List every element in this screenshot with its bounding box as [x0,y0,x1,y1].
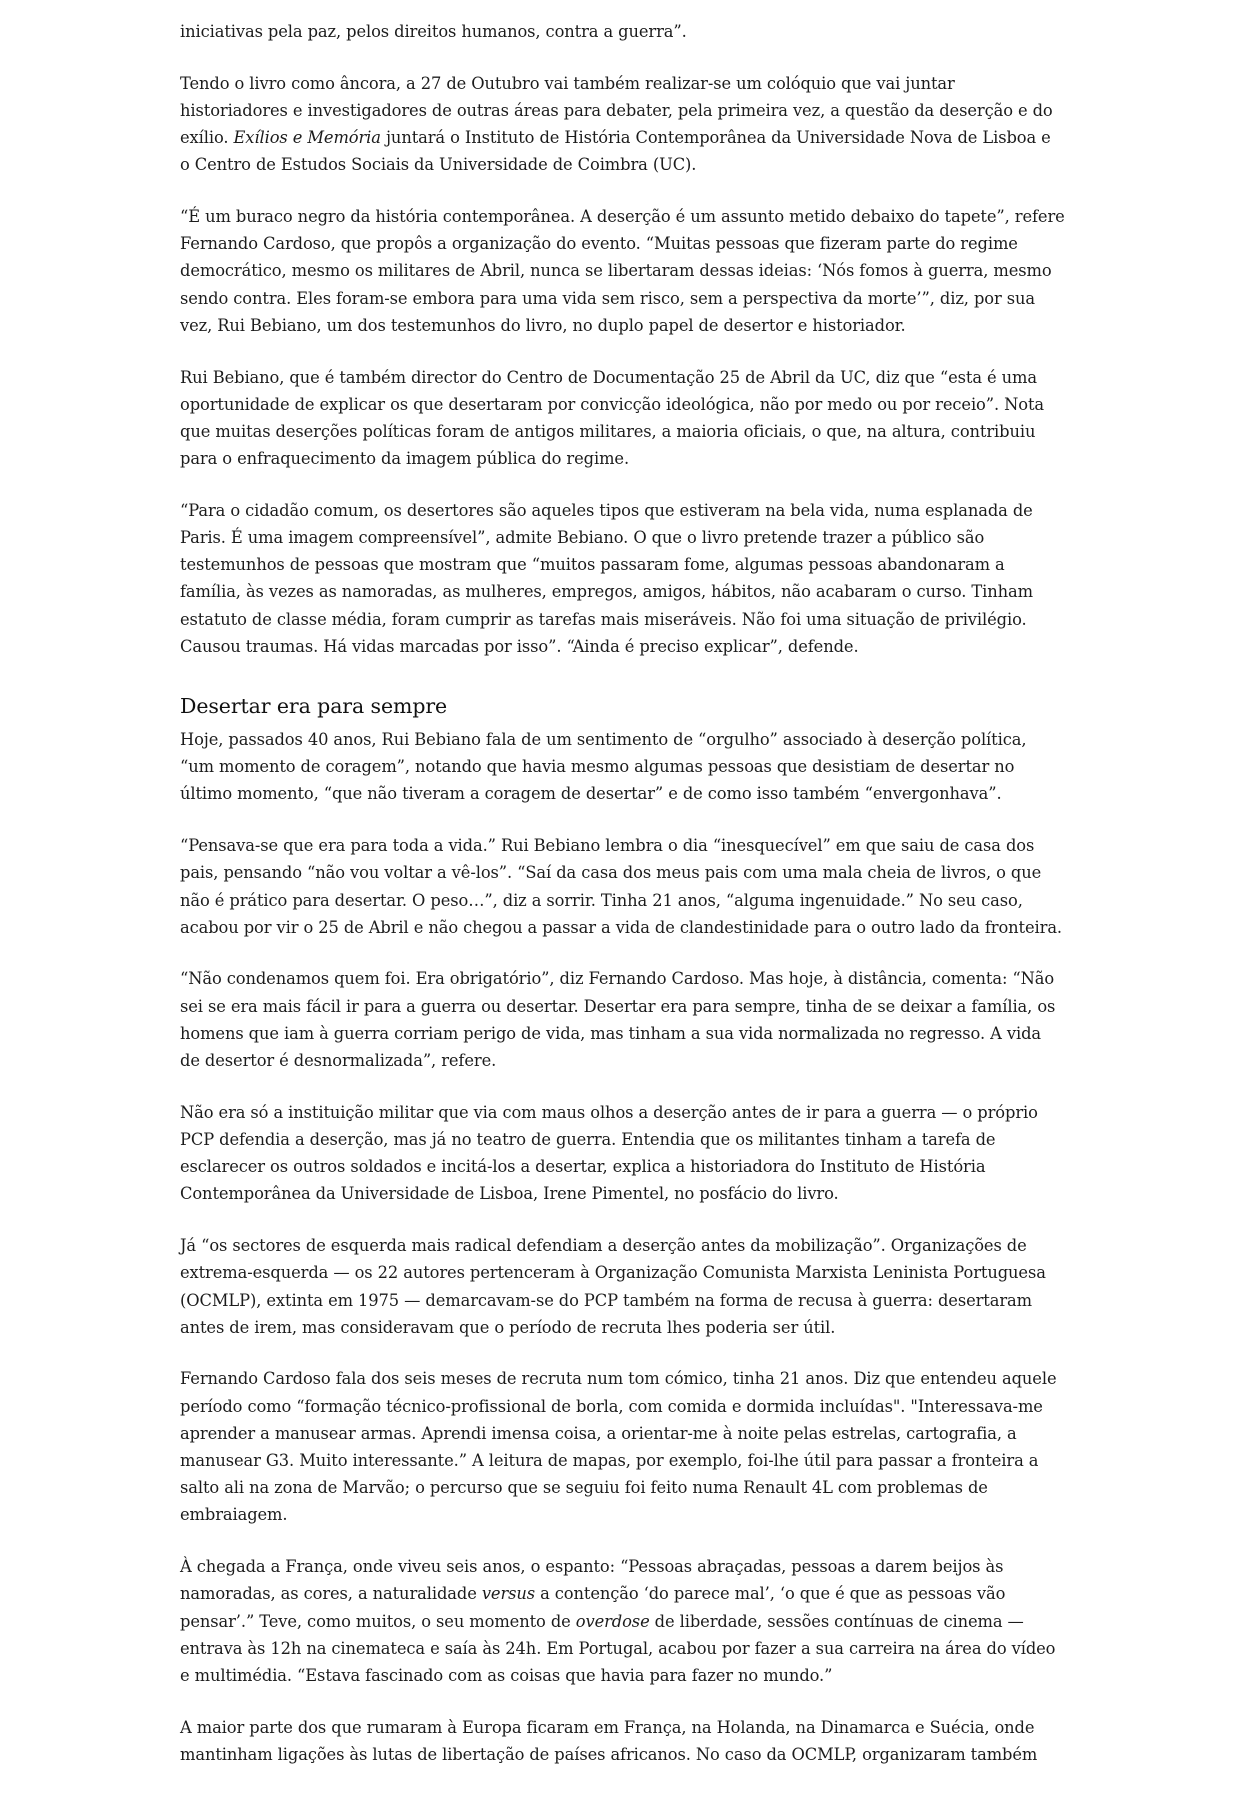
paragraph: Fernando Cardoso fala dos seis meses de recruta num tom cómico, tinha 21 anos. Diz que entendeu aquele período como “formação técnico-profissional de borla, com comida e dormida incluídas". "Interessava-me aprender a manusear armas. Aprendi imensa coisa, a orientar-me à noite pelas estrelas, cartografia, a manusear G3. Muito interessante.” A leitura de mapas, por exemplo, foi-lhe útil para passar a fronteira a salto ali na zona de Marvão; o percurso que se seguiu foi feito numa Renault 4L com problemas de embraiagem. [180,1369,1057,1525]
paragraph: Não era só a instituição militar que via com maus olhos a deserção antes de ir para a guerra — o próprio PCP defendia a deserção, mas já no teatro de guerra. Entendia que os militantes tinham a tarefa de esclarecer os outros soldados e incitá-los a desertar, explica a historiadora do Instituto de História Contemporânea da Universidade de Lisboa, Irene Pimentel, no posfácio do livro. [180,1102,1038,1204]
paragraph: Hoje, passados 40 anos, Rui Bebiano fala de um sentimento de “orgulho” associado à deserção política, “um momento de coragem”, notando que havia mesmo algumas pessoas que desistiam de desertar no último momento, “que não tiveram a coragem de desertar” e de como isso também “envergonhava”. [180,730,1027,804]
paragraph: iniciativas pela paz, pelos direitos humanos, contra a guerra”. [180,22,687,41]
text-run: juntará o Instituto de História Contemporânea da Universidade Nova de Lisboa e o Centro de Estudos Sociais da Universidade de Coimbra (UC). [180,128,1051,175]
paragraph: A maior parte dos que rumaram à Europa ficaram em França, na Holanda, na Dinamarca e Suécia, onde mantinham ligações às lutas de libertação de países africanos. No caso da OCMLP, organizaram também [180,1717,1038,1764]
book-title-italic: Exílios e Memória [233,128,381,148]
paragraph: Rui Bebiano, que é também director do Centro de Documentação 25 de Abril da UC, diz que “esta é uma oportunidade de explicar os que desertaram por convicção ideológica, não por medo ou por receio”. Nota que muitas deserções políticas foram de antigos militares, a maioria oficiais, o que, na altura, contribuiu para o enfraquecimento da imagem pública do regime. [180,367,1045,469]
section-heading: Desertar era para sempre [180,694,448,719]
paragraph: “Pensava-se que era para toda a vida.” Rui Bebiano lembra o dia “inesquecível” em que saiu de casa dos pais, pensando “não vou voltar a vê-los”. “Saí da casa dos meus pais com uma mala cheia de livros, o que não é prático para desertar. O peso…”, diz a sorrir. Tinha 21 anos, “alguma ingenuidade.” No seu caso, acabou por vir o 25 de Abril e não chegou a passar a vida de clandestinidade para o outro lado da fronteira. [180,836,1062,937]
italic-word: versus [481,1584,536,1604]
paragraph [180,1553,1065,1689]
text-run: À chegada a França, onde viveu seis anos, o espanto: “Pessoas abraçadas, pessoas a darem beijos às namoradas, as cores, a naturalidade [180,1557,1004,1604]
article-body [180,18,1065,1793]
paragraph: “Para o cidadão comum, os desertores são aqueles tipos que estiveram na bela vida, numa esplanada de Paris. É uma imagem compreensível”, admite Bebiano. O que o livro pretende trazer a público são testemunhos de pessoas que mostram que “muitos passaram fome, algumas pessoas abandonaram a família, às vezes as namoradas, as mulheres, empregos, amigos, hábitos, não acabaram o curso. Tinham estatuto de classe média, foram cumprir as tarefas mais miseráveis. Não foi uma situação de privilégio. Causou traumas. Há vidas marcadas por isso”. “Ainda é preciso explicar”, defende. [180,500,1033,656]
paragraph: “É um buraco negro da história contemporânea. A deserção é um assunto metido debaixo do tapete”, refere Fernando Cardoso, que propôs a organização do evento. “Muitas pessoas que fizeram parte do regime democrático, mesmo os militares de Abril, nunca se libertaram dessas ideias: ‘Nós fomos à guerra, mesmo sendo contra. Eles foram-se embora para uma vida sem risco, sem a perspectiva da morte’”, diz, por sua vez, Rui Bebiano, um dos testemunhos do livro, no duplo papel de desertor e historiador. [180,207,1065,335]
paragraph: “Não condenamos quem foi. Era obrigatório”, diz Fernando Cardoso. Mas hoje, à distância, comenta: “Não sei se era mais fácil ir para a guerra ou desertar. Desertar era para sempre, tinha de se deixar a família, os homens que iam à guerra corriam perigo de vida, mas tinham a sua vida normalizada no regresso. A vida de desertor é desnormalizada”, refere. [180,969,1056,1071]
text-run: de liberdade, sessões contínuas de cinema — entrava às 12h na cinemateca e saía às 24h. Em Portugal, acabou por fazer a sua carreira na área do vídeo e multimédia. “Estava fascinado com as coisas que havia para fazer no mundo.” [180,1611,1056,1685]
italic-word: overdose [575,1611,650,1631]
text-run: a contenção ‘do parece mal’, ‘o que é que as pessoas vão pensar’.” Teve, como muitos, o seu momento de [180,1584,1006,1631]
paragraph: Já “os sectores de esquerda mais radical defendiam a deserção antes da mobilização”. Organizações de extrema-esquerda — os 22 autores pertenceram à Organização Comunista Marxista Leninista Portuguesa (OCMLP), extinta em 1975 — demarcavam-se do PCP também na forma de recusa à guerra: desertaram antes de irem, mas consideravam que o período de recruta lhes poderia ser útil. [180,1236,1046,1337]
paragraph [180,70,1065,179]
text-run: Tendo o livro como âncora, a 27 de Outubro vai também realizar-se um colóquio que vai juntar historiadores e investigadores de outras áreas para debater, pela primeira vez, a questão da deserção e do exílio. [180,73,1053,148]
